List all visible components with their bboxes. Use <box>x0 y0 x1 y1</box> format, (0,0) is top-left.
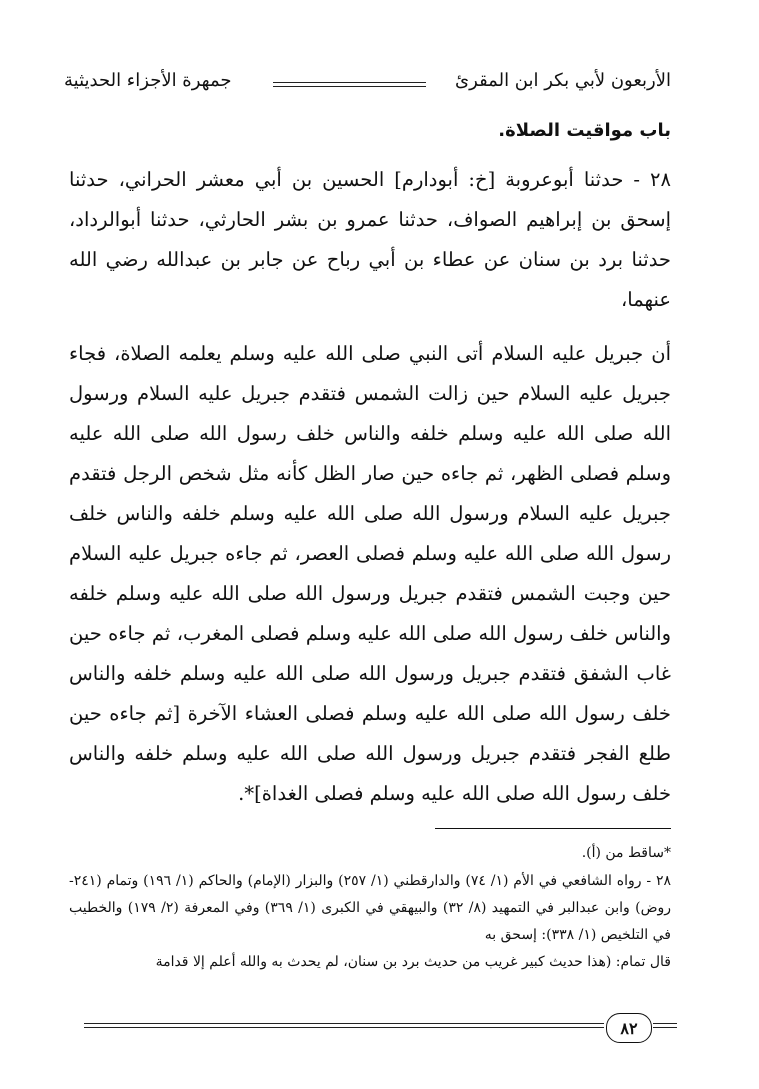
running-header-book-title: الأربعون لأبي بكر ابن المقرئ <box>455 70 671 91</box>
running-header-series-title: جمهرة الأجزاء الحديثية <box>64 70 232 91</box>
footnote-star: *ساقط من (أ). <box>581 845 671 861</box>
footnote-separator <box>435 828 671 829</box>
hadith-isnad-paragraph: ٢٨ - حدثنا أبوعروبة [خ: أبودارم] الحسين بن أبي معشر الحراني، حدثنا إسحق بن إبراهيم الصواف، حدثنا عمرو بن بشر الحارثي، حدثنا أبوالرداد، حدثنا برد بن سنان عن عطاء بن أبي رباح عن جابر بن عبدالله رضي الله عنهما، <box>69 168 671 311</box>
hadith-matn-paragraph: أن جبريل عليه السلام أتى النبي صلى الله عليه وسلم يعلمه الصلاة، فجاء جبريل عليه السلام حين زالت الشمس فتقدم جبريل عليه السلام ورسول الله صلى الله عليه وسلم خلفه والناس خلف رسول الله صلى الله عليه وسلم فصلى الظهر، ثم جاءه حين صار الظل كأنه مثل شخص الرجل فتقدم جبريل عليه السلام ورسول الله صلى الله عليه وسلم خلفه والناس خلف رسول الله صلى الله عليه وسلم فصلى العصر، ثم جاءه جبريل عليه السلام حين وجبت الشمس فتقدم جبريل ورسول الله صلى الله عليه وسلم خلفه والناس خلف رسول الله صلى الله عليه وسلم فصلى المغرب، ثم جاءه حين غاب الشفق فتقدم جبريل ورسول الله صلى الله عليه وسلم خلفه والناس خلف رسول الله صلى الله عليه وسلم فصلى العشاء الآخرة [ثم جاءه حين طلع الفجر فتقدم جبريل ورسول الله صلى الله عليه وسلم خلفه والناس خلف رسول الله صلى الله عليه وسلم فصلى الغداة]*. <box>69 342 671 805</box>
footer-divider-left <box>84 1023 604 1031</box>
footnote-28 <box>69 868 671 976</box>
header-divider <box>273 82 426 90</box>
chapter-heading: باب مواقيت الصلاة. <box>498 120 671 141</box>
page-number: ٨٢ <box>606 1013 652 1043</box>
footer-divider-right <box>653 1023 677 1031</box>
footnote-28-tammam: قال تمام: (هذا حديث كبير غريب من حديث برد بن سنان، لم يحدث به والله أعلم إلا قدامة <box>155 954 671 970</box>
footnote-28-sources: ٢٨ - رواه الشافعي في الأم (١/ ٧٤) والدارقطني (١/ ٢٥٧) والبزار (الإمام) والحاكم (١/ ١٩٦) وتمام (٢٤١-روض) وابن عبدالبر في التمهيد (٨/ ٣٢) والبيهقي في الكبرى (١/ ٣٦٩) وفي المعرفة (٢/ ١٧٩) والخطيب في التلخيص (١/ ٣٣٨): إسحق به <box>69 873 672 943</box>
